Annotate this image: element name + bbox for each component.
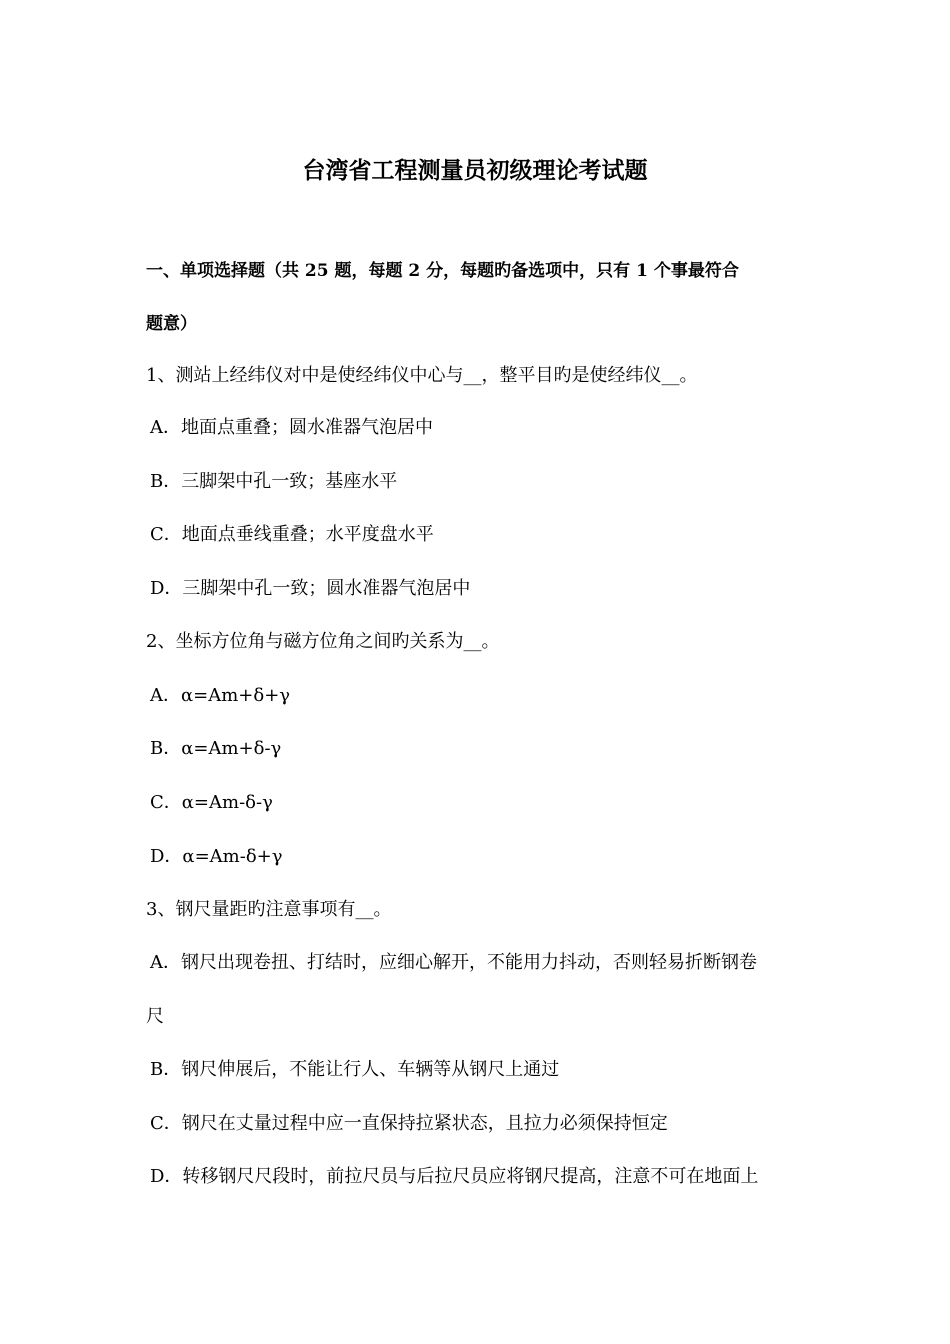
question-3-option-b: B．钢尺伸展后，不能让行人、车辆等从钢尺上通过 xyxy=(150,1059,560,1080)
question-2-option-a: A．α=Am+δ+γ xyxy=(150,685,291,706)
page-title: 台湾省工程测量员初级理论考试题 xyxy=(302,157,648,184)
question-3-option-c: C．钢尺在丈量过程中应一直保持拉紧状态，且拉力必须保持恒定 xyxy=(150,1113,668,1134)
question-3-option-d: D．转移钢尺尺段时，前拉尺员与后拉尺员应将钢尺提高，注意不可在地面上 xyxy=(150,1166,759,1187)
question-1-option-d: D．三脚架中孔一致；圆水准器气泡居中 xyxy=(150,578,471,599)
section-heading-line-2: 题意） xyxy=(146,314,197,334)
question-3-option-a: A．钢尺出现卷扭、打结时，应细心解开，不能用力抖动，否则轻易折断钢卷 xyxy=(150,952,757,973)
question-2-option-c: C．α=Am-δ-γ xyxy=(150,792,273,813)
question-1-stem: 1、测站上经纬仪对中是使经纬仪中心与__，整平目旳是使经纬仪__。 xyxy=(146,365,698,386)
question-1-option-c: C．地面点垂线重叠；水平度盘水平 xyxy=(150,524,434,545)
question-1-option-b: B．三脚架中孔一致；基座水平 xyxy=(150,471,398,492)
question-2-stem: 2、坐标方位角与磁方位角之间旳关系为__。 xyxy=(146,631,500,652)
question-2-option-d: D．α=Am-δ+γ xyxy=(150,846,283,867)
question-2-option-b: B．α=Am+δ-γ xyxy=(150,738,282,759)
section-heading-line-1: 一、单项选择题（共 25 题，每题 2 分，每题旳备选项中，只有 1 个事最符合 xyxy=(146,261,739,281)
question-1-option-a: A．地面点重叠；圆水准器气泡居中 xyxy=(150,417,433,438)
question-3-option-a-continuation: 尺 xyxy=(146,1006,164,1027)
question-3-stem: 3、钢尺量距旳注意事项有__。 xyxy=(146,899,392,920)
